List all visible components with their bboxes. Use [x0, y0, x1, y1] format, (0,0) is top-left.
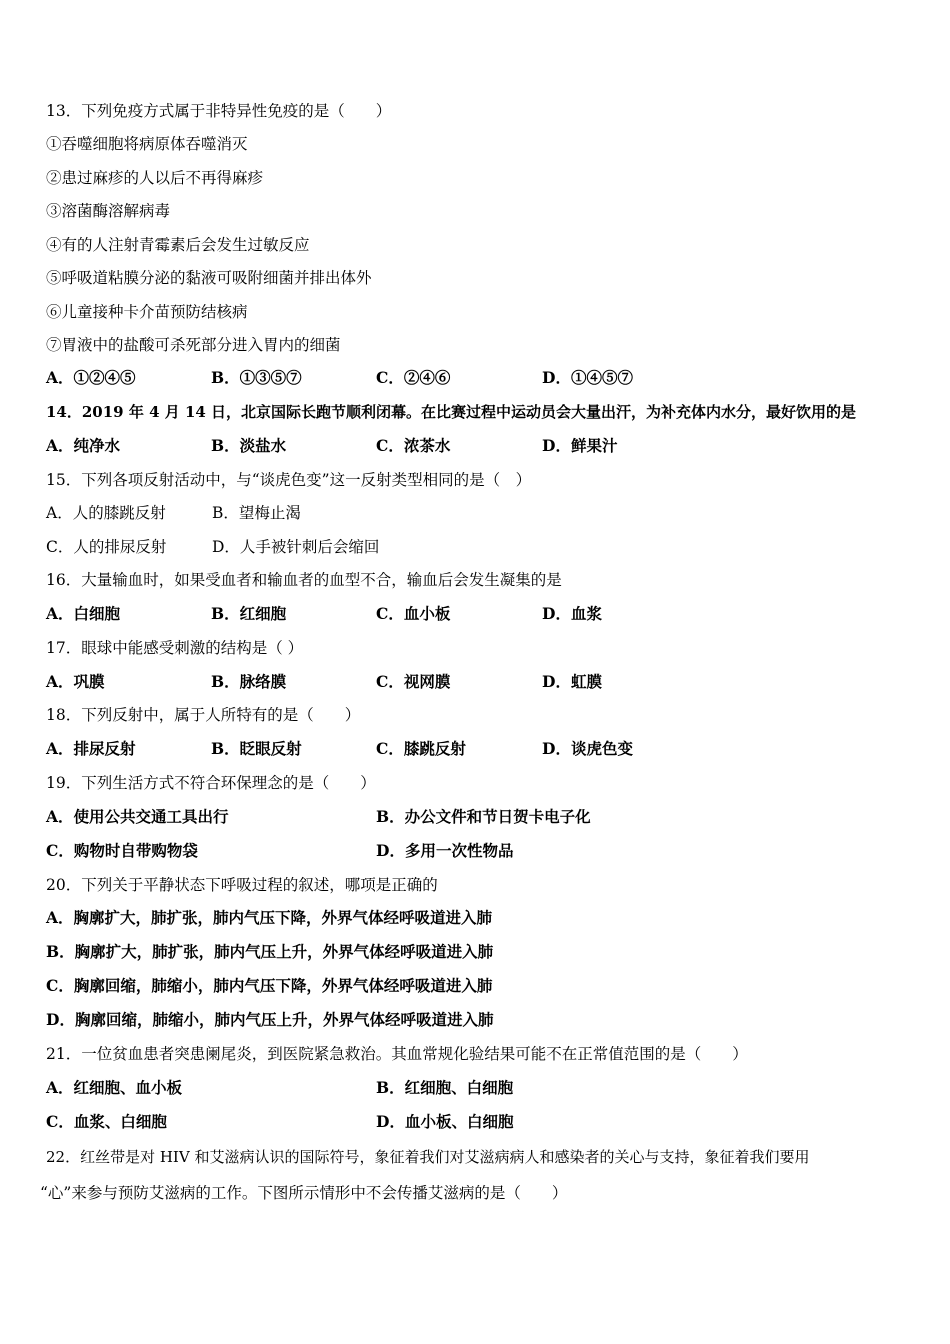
q16-option-a: A．白细胞: [46, 604, 121, 623]
q20-stem: 20．下列关于平静状态下呼吸过程的叙述，哪项是正确的: [46, 876, 438, 894]
q13-item-2: ②患过麻疹的人以后不再得麻疹: [46, 169, 264, 187]
q21-option-a: A．红细胞、血小板: [46, 1078, 183, 1097]
q16-stem: 16．大量输血时，如果受血者和输血者的血型不合，输血后会发生凝集的是: [46, 571, 562, 589]
q21-option-b: B．红细胞、白细胞: [376, 1078, 514, 1097]
q21-stem: 21．一位贫血患者突患阑尾炎，到医院紧急救治。其血常规化验结果可能不在正常值范围的是（ ）: [46, 1045, 748, 1063]
q17-option-d: D．虹膜: [542, 672, 602, 691]
q13-option-d: D．①④⑤⑦: [542, 368, 633, 387]
q19-option-c: C．购物时自带购物袋: [46, 841, 198, 860]
q14-option-a: A．纯净水: [46, 436, 121, 455]
q19-stem: 19．下列生活方式不符合环保理念的是（ ）: [46, 774, 376, 792]
q14-stem: 14．2019 年 4 月 14 日，北京国际长跑节顺利闭幕。在比赛过程中运动员会大量出汗，为补充体内水分，最好饮用的是: [46, 403, 857, 421]
q16-option-b: B．红细胞: [211, 604, 287, 623]
q13-item-4: ④有的人注射青霉素后会发生过敏反应: [46, 236, 310, 254]
q13-option-c: C．②④⑥: [376, 368, 451, 387]
q16-option-d: D．血浆: [542, 604, 602, 623]
q13-option-b: B．①③⑤⑦: [211, 368, 302, 387]
q21-option-c: C．血浆、白细胞: [46, 1112, 167, 1131]
q13-stem: 13．下列免疫方式属于非特异性免疫的是（ ）: [46, 102, 392, 120]
q18-option-b: B．眨眼反射: [211, 739, 302, 758]
q13-item-5: ⑤呼吸道粘膜分泌的黏液可吸附细菌并排出体外: [46, 269, 372, 287]
q15-option-d: D．人手被针刺后会缩回: [212, 538, 380, 556]
q15-option-c: C．人的排尿反射: [46, 538, 167, 556]
q20-option-b: B．胸廓扩大，肺扩张，肺内气压上升，外界气体经呼吸道进入肺: [46, 942, 494, 961]
q21-option-d: D．血小板、白细胞: [376, 1112, 514, 1131]
q13-item-6: ⑥儿童接种卡介苗预防结核病: [46, 303, 248, 321]
q15-option-a: A．人的膝跳反射: [46, 504, 166, 522]
q15-option-b: B．望梅止渴: [212, 504, 301, 522]
q18-option-a: A．排尿反射: [46, 739, 136, 758]
q16-option-c: C．血小板: [376, 604, 451, 623]
q17-option-c: C．视网膜: [376, 672, 451, 691]
q15-stem: 15．下列各项反射活动中，与“谈虎色变”这一反射类型相同的是（ ）: [46, 471, 532, 489]
q14-option-b: B．淡盐水: [211, 436, 287, 455]
q17-option-b: B．脉络膜: [211, 672, 287, 691]
q18-option-d: D．谈虎色变: [542, 739, 633, 758]
q14-option-c: C．浓茶水: [376, 436, 451, 455]
q13-item-3: ③溶菌酶溶解病毒: [46, 202, 171, 220]
q20-option-c: C．胸廓回缩，肺缩小，肺内气压下降，外界气体经呼吸道进入肺: [46, 976, 493, 995]
q18-option-c: C．膝跳反射: [376, 739, 466, 758]
q20-option-d: D．胸廓回缩，肺缩小，肺内气压上升，外界气体经呼吸道进入肺: [46, 1010, 494, 1029]
q13-item-1: ①吞噬细胞将病原体吞噬消灭: [46, 135, 248, 153]
q20-option-a: A．胸廓扩大，肺扩张，肺内气压下降，外界气体经呼吸道进入肺: [46, 908, 493, 927]
q22-stem-line-2: “心”来参与预防艾滋病的工作。下图所示情形中不会传播艾滋病的是（ ）: [40, 1184, 568, 1202]
q19-option-d: D．多用一次性物品: [376, 841, 514, 860]
q19-option-b: B．办公文件和节日贺卡电子化: [376, 807, 591, 826]
q18-stem: 18．下列反射中，属于人所特有的是（ ）: [46, 706, 361, 724]
q19-option-a: A．使用公共交通工具出行: [46, 807, 229, 826]
q13-option-a: A．①②④⑤: [46, 368, 136, 387]
q17-option-a: A．巩膜: [46, 672, 105, 691]
q13-item-7: ⑦胃液中的盐酸可杀死部分进入胃内的细菌: [46, 336, 341, 354]
q14-option-d: D．鲜果汁: [542, 436, 618, 455]
q17-stem: 17．眼球中能感受刺激的结构是（ ）: [46, 639, 304, 657]
q22-stem-line-1: 22．红丝带是对 HIV 和艾滋病认识的国际符号，象征着我们对艾滋病病人和感染者的关心与支持，象征着我们要用: [46, 1148, 810, 1166]
